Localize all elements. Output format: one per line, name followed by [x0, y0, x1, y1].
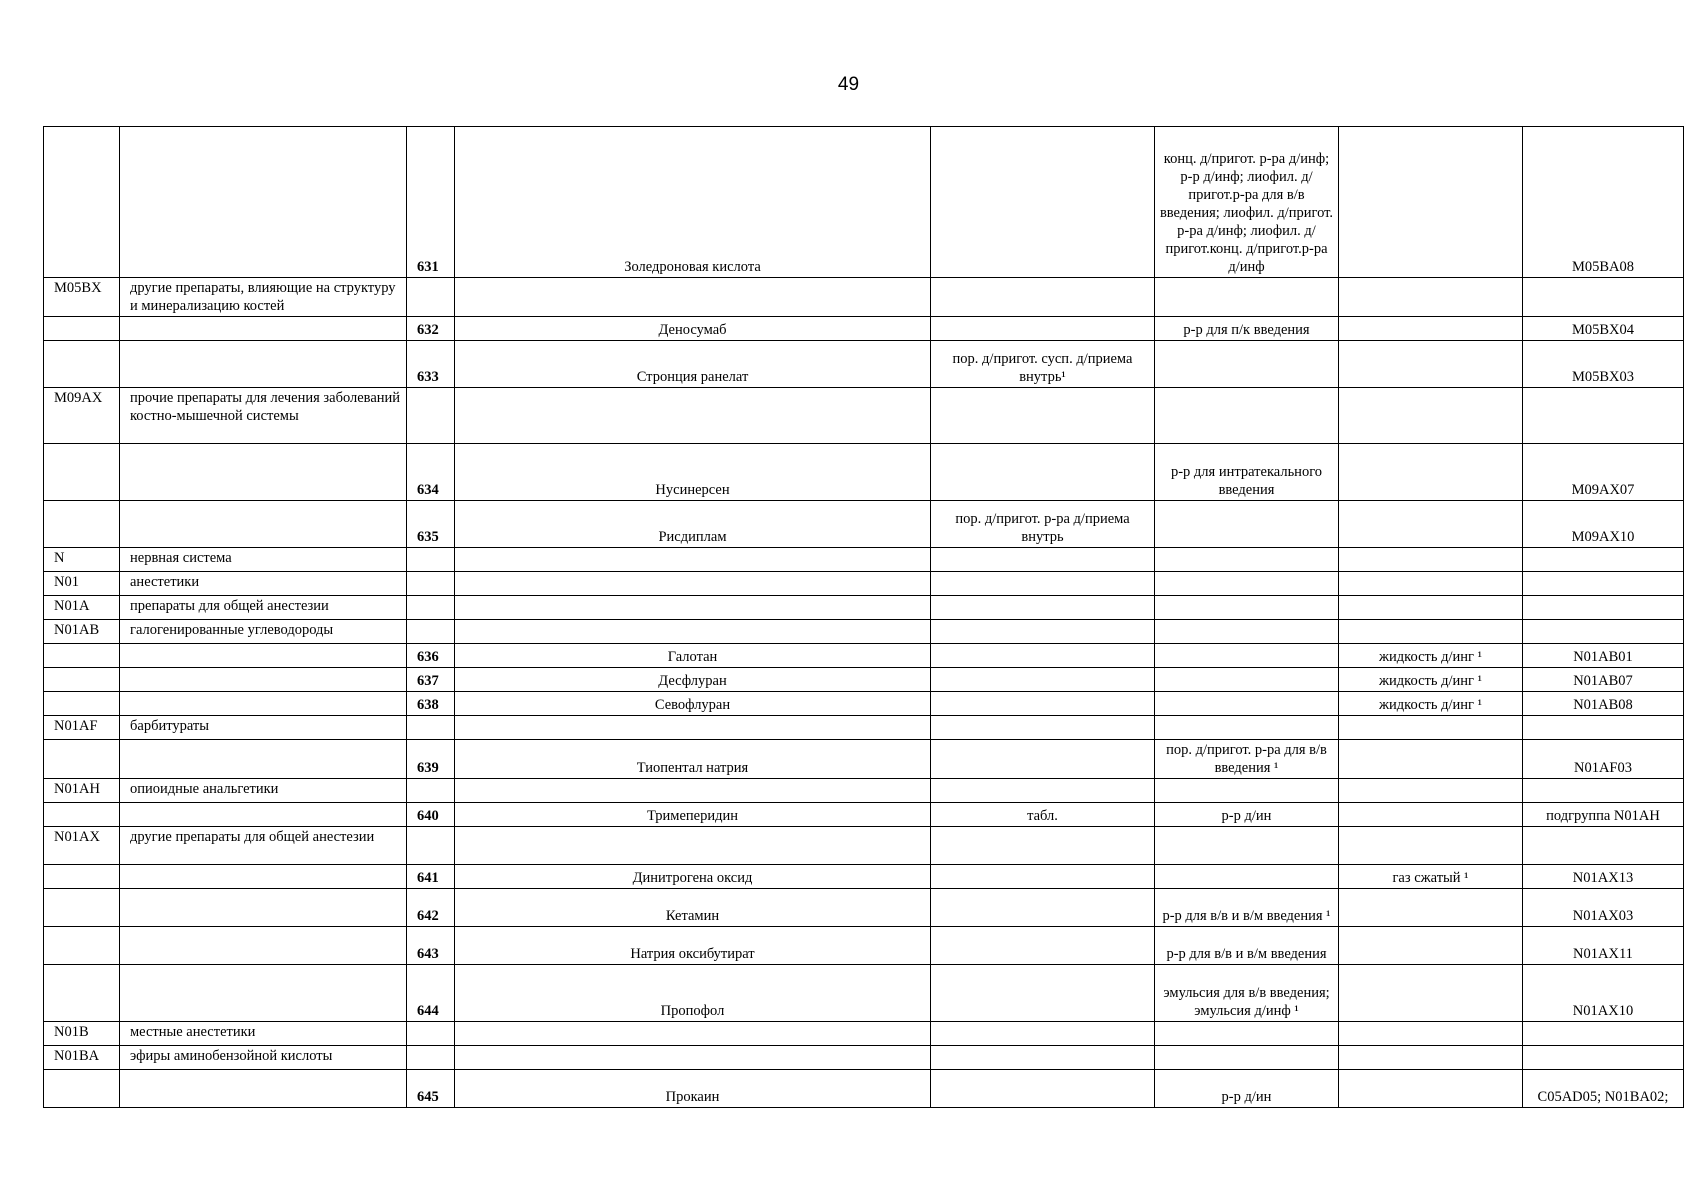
table-row [44, 965, 1684, 1022]
row-number: 638 [407, 692, 455, 716]
dosage-form-other [1339, 1046, 1523, 1070]
dosage-form-parenteral [1155, 716, 1339, 740]
atc-group-code [44, 803, 120, 827]
atc-code [1523, 827, 1684, 865]
atc-code [1523, 278, 1684, 317]
dosage-form-parenteral [1155, 692, 1339, 716]
atc-group-name [120, 889, 407, 927]
atc-code: M09AX07 [1523, 444, 1684, 501]
dosage-form-other [1339, 501, 1523, 548]
dosage-form-other [1339, 620, 1523, 644]
drug-name [455, 388, 931, 444]
dosage-form-parenteral [1155, 668, 1339, 692]
dosage-form-other [1339, 341, 1523, 388]
row-number: 637 [407, 668, 455, 692]
atc-group-code [44, 127, 120, 278]
dosage-form-oral [931, 644, 1155, 668]
dosage-form-other [1339, 889, 1523, 927]
drug-name: Деносумаб [455, 317, 931, 341]
row-number: 640 [407, 803, 455, 827]
atc-group-name [120, 1070, 407, 1108]
atc-group-code [44, 927, 120, 965]
atc-group-code [44, 341, 120, 388]
dosage-form-parenteral: р-р для в/в и в/м введения ¹ [1155, 889, 1339, 927]
dosage-form-parenteral: эмульсия для в/в введения; эмульсия д/инф ¹ [1155, 965, 1339, 1022]
atc-group-name: барбитураты [120, 716, 407, 740]
table-row [44, 740, 1684, 779]
dosage-form-oral [931, 548, 1155, 572]
atc-group-name: другие препараты, влияющие на структуру и минерализацию костей [120, 278, 407, 317]
dosage-form-other [1339, 1022, 1523, 1046]
dosage-form-oral [931, 779, 1155, 803]
dosage-form-oral [931, 620, 1155, 644]
row-number: 633 [407, 341, 455, 388]
dosage-form-parenteral: р-р для интратекального введения [1155, 444, 1339, 501]
dosage-form-parenteral: р-р д/ин [1155, 803, 1339, 827]
table-row [44, 644, 1684, 668]
atc-code: N01AX11 [1523, 927, 1684, 965]
row-number: 635 [407, 501, 455, 548]
table-row [44, 388, 1684, 444]
atc-group-name: местные анестетики [120, 1022, 407, 1046]
dosage-form-parenteral [1155, 1022, 1339, 1046]
atc-group-name: препараты для общей анестезии [120, 596, 407, 620]
atc-code [1523, 388, 1684, 444]
atc-group-code [44, 501, 120, 548]
dosage-form-other [1339, 1070, 1523, 1108]
atc-group-code: N01B [44, 1022, 120, 1046]
row-number [407, 620, 455, 644]
atc-code: N01AB08 [1523, 692, 1684, 716]
atc-group-name: нервная система [120, 548, 407, 572]
dosage-form-parenteral [1155, 388, 1339, 444]
dosage-form-other [1339, 716, 1523, 740]
table-row [44, 779, 1684, 803]
dosage-form-oral [931, 827, 1155, 865]
atc-group-code: N01 [44, 572, 120, 596]
dosage-form-oral [931, 1070, 1155, 1108]
row-number: 632 [407, 317, 455, 341]
drug-name [455, 716, 931, 740]
atc-group-name [120, 803, 407, 827]
dosage-form-oral: пор. д/пригот. р-ра д/приема внутрь [931, 501, 1155, 548]
row-number: 641 [407, 865, 455, 889]
atc-group-code: N01AB [44, 620, 120, 644]
row-number [407, 1046, 455, 1070]
dosage-form-other: жидкость д/инг ¹ [1339, 644, 1523, 668]
row-number [407, 278, 455, 317]
atc-group-code [44, 644, 120, 668]
atc-code: M05BX04 [1523, 317, 1684, 341]
dosage-form-other [1339, 803, 1523, 827]
dosage-form-other: жидкость д/инг ¹ [1339, 692, 1523, 716]
dosage-form-oral [931, 388, 1155, 444]
dosage-form-parenteral [1155, 827, 1339, 865]
dosage-form-oral [931, 889, 1155, 927]
row-number: 634 [407, 444, 455, 501]
drug-name [455, 278, 931, 317]
atc-group-code: N [44, 548, 120, 572]
atc-group-code [44, 865, 120, 889]
dosage-form-parenteral [1155, 596, 1339, 620]
drug-name [455, 1046, 931, 1070]
dosage-form-other [1339, 596, 1523, 620]
atc-group-name [120, 341, 407, 388]
dosage-form-oral [931, 317, 1155, 341]
table-row [44, 668, 1684, 692]
row-number: 642 [407, 889, 455, 927]
atc-group-name [120, 501, 407, 548]
atc-group-code [44, 692, 120, 716]
atc-code: N01AB01 [1523, 644, 1684, 668]
dosage-form-other [1339, 444, 1523, 501]
table-row [44, 1070, 1684, 1108]
table-row [44, 127, 1684, 278]
dosage-form-parenteral [1155, 779, 1339, 803]
atc-group-code [44, 965, 120, 1022]
atc-code: N01AX10 [1523, 965, 1684, 1022]
dosage-form-oral [931, 692, 1155, 716]
atc-group-name [120, 865, 407, 889]
atc-code [1523, 548, 1684, 572]
dosage-form-other [1339, 127, 1523, 278]
dosage-form-parenteral [1155, 278, 1339, 317]
atc-group-name [120, 965, 407, 1022]
dosage-form-oral [931, 572, 1155, 596]
atc-code: подгруппа N01AH [1523, 803, 1684, 827]
atc-group-code [44, 317, 120, 341]
drug-name: Кетамин [455, 889, 931, 927]
table-row [44, 596, 1684, 620]
row-number [407, 716, 455, 740]
table-row [44, 501, 1684, 548]
dosage-form-other [1339, 779, 1523, 803]
atc-code [1523, 620, 1684, 644]
drug-name [455, 1022, 931, 1046]
atc-group-name [120, 740, 407, 779]
dosage-form-parenteral [1155, 865, 1339, 889]
table-row [44, 620, 1684, 644]
row-number [407, 1022, 455, 1046]
table-row [44, 278, 1684, 317]
drug-name [455, 572, 931, 596]
atc-code: M09AX10 [1523, 501, 1684, 548]
row-number [407, 596, 455, 620]
table-row [44, 548, 1684, 572]
dosage-form-parenteral: р-р д/ин [1155, 1070, 1339, 1108]
drug-name: Десфлуран [455, 668, 931, 692]
atc-code: N01AX03 [1523, 889, 1684, 927]
dosage-form-parenteral: пор. д/пригот. р-ра для в/в введения ¹ [1155, 740, 1339, 779]
atc-group-name [120, 644, 407, 668]
table-row [44, 572, 1684, 596]
dosage-form-other [1339, 317, 1523, 341]
atc-group-code [44, 444, 120, 501]
atc-group-code: N01AX [44, 827, 120, 865]
atc-group-name: анестетики [120, 572, 407, 596]
dosage-form-other: газ сжатый ¹ [1339, 865, 1523, 889]
drug-name: Тиопентал натрия [455, 740, 931, 779]
table-row [44, 716, 1684, 740]
dosage-form-parenteral: р-р для в/в и в/м введения [1155, 927, 1339, 965]
table-row [44, 927, 1684, 965]
table-row [44, 1046, 1684, 1070]
drug-name: Прокаин [455, 1070, 931, 1108]
atc-code: M05BA08 [1523, 127, 1684, 278]
row-number: 643 [407, 927, 455, 965]
row-number [407, 388, 455, 444]
dosage-form-oral [931, 596, 1155, 620]
atc-code [1523, 596, 1684, 620]
dosage-form-oral [931, 668, 1155, 692]
atc-group-code [44, 668, 120, 692]
dosage-form-other [1339, 827, 1523, 865]
atc-group-code: N01A [44, 596, 120, 620]
table-row [44, 865, 1684, 889]
dosage-form-other [1339, 388, 1523, 444]
atc-group-name [120, 927, 407, 965]
atc-code: N01AX13 [1523, 865, 1684, 889]
dosage-form-parenteral [1155, 501, 1339, 548]
dosage-form-other [1339, 965, 1523, 1022]
dosage-form-oral [931, 740, 1155, 779]
drug-name [455, 827, 931, 865]
row-number: 639 [407, 740, 455, 779]
dosage-form-parenteral: конц. д/пригот. р-ра д/инф; р-р д/инф; лиофил. д/пригот.р-ра для в/в введения; лиофил. д/пригот. р-ра д/инф; лиофил. д/пригот.конц. д/пригот.р-ра д/инф [1155, 127, 1339, 278]
drug-name: Галотан [455, 644, 931, 668]
page-number: 49 [837, 74, 860, 95]
atc-group-code: N01AF [44, 716, 120, 740]
atc-group-code: N01BA [44, 1046, 120, 1070]
dosage-form-other [1339, 927, 1523, 965]
atc-group-name [120, 444, 407, 501]
dosage-form-oral [931, 127, 1155, 278]
atc-group-code: N01AH [44, 779, 120, 803]
dosage-form-oral [931, 1022, 1155, 1046]
atc-code [1523, 1022, 1684, 1046]
row-number [407, 572, 455, 596]
dosage-form-parenteral [1155, 548, 1339, 572]
atc-group-name: другие препараты для общей анестезии [120, 827, 407, 865]
atc-group-name: прочие препараты для лечения заболеваний костно-мышечной системы [120, 388, 407, 444]
dosage-form-parenteral [1155, 1046, 1339, 1070]
row-number: 631 [407, 127, 455, 278]
atc-group-name: галогенированные углеводороды [120, 620, 407, 644]
atc-code [1523, 779, 1684, 803]
atc-group-name: опиоидные анальгетики [120, 779, 407, 803]
drug-name [455, 548, 931, 572]
atc-code: M05BX03 [1523, 341, 1684, 388]
drug-list-table [43, 126, 1684, 1108]
dosage-form-oral [931, 444, 1155, 501]
table-row [44, 1022, 1684, 1046]
dosage-form-oral [931, 927, 1155, 965]
atc-group-code: M09AX [44, 388, 120, 444]
dosage-form-other [1339, 572, 1523, 596]
dosage-form-parenteral [1155, 644, 1339, 668]
atc-code [1523, 716, 1684, 740]
atc-group-code: M05BX [44, 278, 120, 317]
dosage-form-oral [931, 278, 1155, 317]
atc-group-code [44, 740, 120, 779]
atc-code [1523, 572, 1684, 596]
atc-code: N01AB07 [1523, 668, 1684, 692]
atc-group-name [120, 127, 407, 278]
atc-group-code [44, 889, 120, 927]
drug-name: Натрия оксибутират [455, 927, 931, 965]
table-row [44, 444, 1684, 501]
atc-code [1523, 1046, 1684, 1070]
drug-name: Золедроновая кислота [455, 127, 931, 278]
drug-name: Динитрогена оксид [455, 865, 931, 889]
dosage-form-other [1339, 548, 1523, 572]
dosage-form-other [1339, 278, 1523, 317]
dosage-form-parenteral [1155, 620, 1339, 644]
drug-name: Рисдиплам [455, 501, 931, 548]
drug-name: Пропофол [455, 965, 931, 1022]
dosage-form-oral: пор. д/пригот. сусп. д/приема внутрь¹ [931, 341, 1155, 388]
drug-name: Нусинерсен [455, 444, 931, 501]
drug-name: Тримеперидин [455, 803, 931, 827]
atc-group-code [44, 1070, 120, 1108]
dosage-form-oral [931, 716, 1155, 740]
drug-name [455, 620, 931, 644]
atc-code: N01AF03 [1523, 740, 1684, 779]
table-row [44, 692, 1684, 716]
dosage-form-parenteral [1155, 572, 1339, 596]
row-number: 644 [407, 965, 455, 1022]
dosage-form-oral [931, 865, 1155, 889]
row-number: 636 [407, 644, 455, 668]
dosage-form-parenteral: р-р для п/к введения [1155, 317, 1339, 341]
drug-name: Стронция ранелат [455, 341, 931, 388]
dosage-form-parenteral [1155, 341, 1339, 388]
dosage-form-oral [931, 1046, 1155, 1070]
row-number [407, 827, 455, 865]
drug-name [455, 779, 931, 803]
atc-group-name [120, 692, 407, 716]
dosage-form-other: жидкость д/инг ¹ [1339, 668, 1523, 692]
table-row [44, 317, 1684, 341]
atc-code: C05AD05; N01BA02; [1523, 1070, 1684, 1108]
table-row [44, 827, 1684, 865]
dosage-form-oral [931, 965, 1155, 1022]
atc-group-name: эфиры аминобензойной кислоты [120, 1046, 407, 1070]
table-row [44, 803, 1684, 827]
table-row [44, 341, 1684, 388]
dosage-form-other [1339, 740, 1523, 779]
atc-group-name [120, 317, 407, 341]
row-number: 645 [407, 1070, 455, 1108]
row-number [407, 548, 455, 572]
atc-group-name [120, 668, 407, 692]
dosage-form-oral: табл. [931, 803, 1155, 827]
drug-name: Севофлуран [455, 692, 931, 716]
row-number [407, 779, 455, 803]
table-row [44, 889, 1684, 927]
drug-name [455, 596, 931, 620]
